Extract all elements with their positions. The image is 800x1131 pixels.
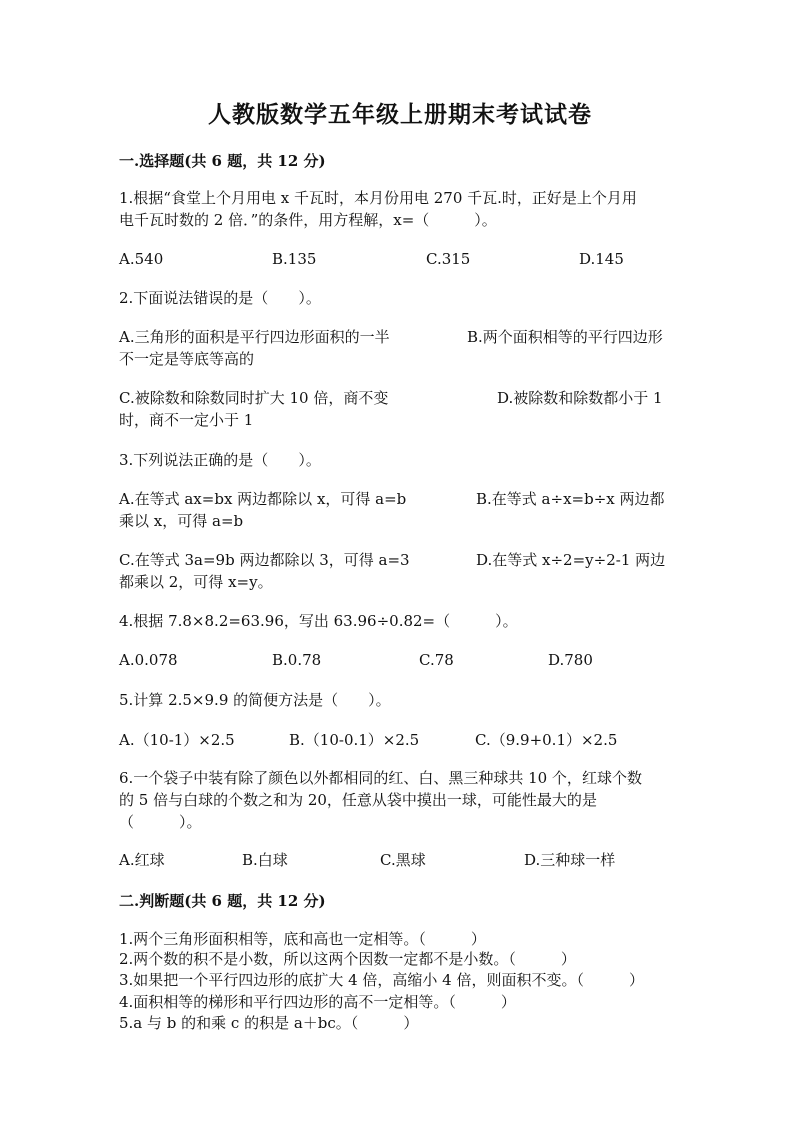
question-5-option-a[interactable]: A.（10-1）×2.5: [119, 731, 235, 749]
question-1-option-a[interactable]: A.540: [119, 250, 164, 268]
question-3-option-a[interactable]: A.在等式 ax=bx 两边都除以 x，可得 a=b: [119, 490, 407, 508]
question-4-option-c[interactable]: C.78: [419, 651, 454, 669]
question-6-line-2: 的 5 倍与白球的个数之和为 20，任意从袋中摸出一球，可能性最大的是: [119, 791, 597, 809]
question-6-option-a[interactable]: A.红球: [119, 851, 165, 869]
question-3-option-b[interactable]: B.在等式 a÷x=b÷x 两边都: [476, 490, 665, 508]
question-3-option-c[interactable]: C.在等式 3a=9b 两边都除以 3，可得 a=3: [119, 551, 410, 569]
judge-item[interactable]: 5.a 与 b 的和乘 c 的积是 a＋bc。（ ）: [119, 1014, 419, 1032]
question-4-option-a[interactable]: A.0.078: [119, 651, 178, 669]
question-4-stem: 4.根据 7.8×8.2=63.96，写出 63.96÷0.82=（ ）。: [119, 612, 518, 630]
question-6-option-b[interactable]: B.白球: [242, 851, 288, 869]
question-2-option-b[interactable]: B.两个面积相等的平行四边形: [467, 328, 663, 346]
question-1-option-c[interactable]: C.315: [426, 250, 471, 268]
question-6-line-3: （ ）。: [119, 813, 202, 831]
section-heading-true-false: 二.判断题(共 6 题，共 12 分): [119, 892, 326, 910]
question-6: [119, 767, 689, 833]
page-title: 人教版数学五年级上册期末考试试卷: [208, 101, 592, 128]
question-4-option-b[interactable]: B.0.78: [272, 651, 322, 669]
question-5-stem: 5.计算 2.5×9.9 的简便方法是（ ）。: [119, 691, 391, 709]
question-2-option-d[interactable]: D.被除数和除数都小于 1: [497, 389, 663, 407]
judge-item[interactable]: 4.面积相等的梯形和平行四边形的高不一定相等。（ ）: [119, 993, 516, 1011]
question-2-option-b-continued: 不一定是等底等高的: [119, 350, 255, 368]
question-4-option-d[interactable]: D.780: [548, 651, 593, 669]
question-6-line-1: 6.一个袋子中装有除了颜色以外都相同的红、白、黑三种球共 10 个，红球个数: [119, 769, 642, 787]
question-1-line-1: 1.根据“食堂上个月用电 x 千瓦时，本月份用电 270 千瓦.时，正好是上个月用: [119, 189, 637, 207]
question-3-option-d-continued: 都乘以 2，可得 x=y。: [119, 573, 273, 591]
question-2-stem: 2.下面说法错误的是（ ）。: [119, 289, 321, 307]
question-2-option-a[interactable]: A.三角形的面积是平行四边形面积的一半: [119, 328, 390, 346]
question-6-option-d[interactable]: D.三种球一样: [524, 851, 616, 869]
question-3-stem: 3.下列说法正确的是（ ）。: [119, 451, 321, 469]
question-1-option-b[interactable]: B.135: [272, 250, 317, 268]
question-2-option-d-continued: 时，商不一定小于 1: [119, 411, 254, 429]
question-3-option-b-continued: 乘以 x，可得 a=b: [119, 512, 244, 530]
judge-item[interactable]: 1.两个三角形面积相等，底和高也一定相等。（ ）: [119, 930, 486, 948]
question-3-option-d[interactable]: D.在等式 x÷2=y÷2-1 两边: [476, 551, 666, 569]
section-heading-multiple-choice: 一.选择题(共 6 题，共 12 分): [119, 152, 326, 170]
question-1: [119, 187, 689, 231]
question-6-option-c[interactable]: C.黑球: [380, 851, 426, 869]
question-5-option-b[interactable]: B.（10-0.1）×2.5: [289, 731, 420, 749]
question-1-line-2: 电千瓦时数的 2 倍．”的条件，用方程解，x=（ ）。: [119, 211, 497, 229]
question-2-option-c[interactable]: C.被除数和除数同时扩大 10 倍，商不变: [119, 389, 389, 407]
judge-item[interactable]: 3.如果把一个平行四边形的底扩大 4 倍，高缩小 4 倍，则面积不变。（ ）: [119, 971, 644, 989]
question-5-option-c[interactable]: C.（9.9+0.1）×2.5: [475, 731, 618, 749]
question-1-option-d[interactable]: D.145: [579, 250, 624, 268]
judge-item[interactable]: 2.两个数的积不是小数，所以这两个因数一定都不是小数。（ ）: [119, 950, 576, 968]
